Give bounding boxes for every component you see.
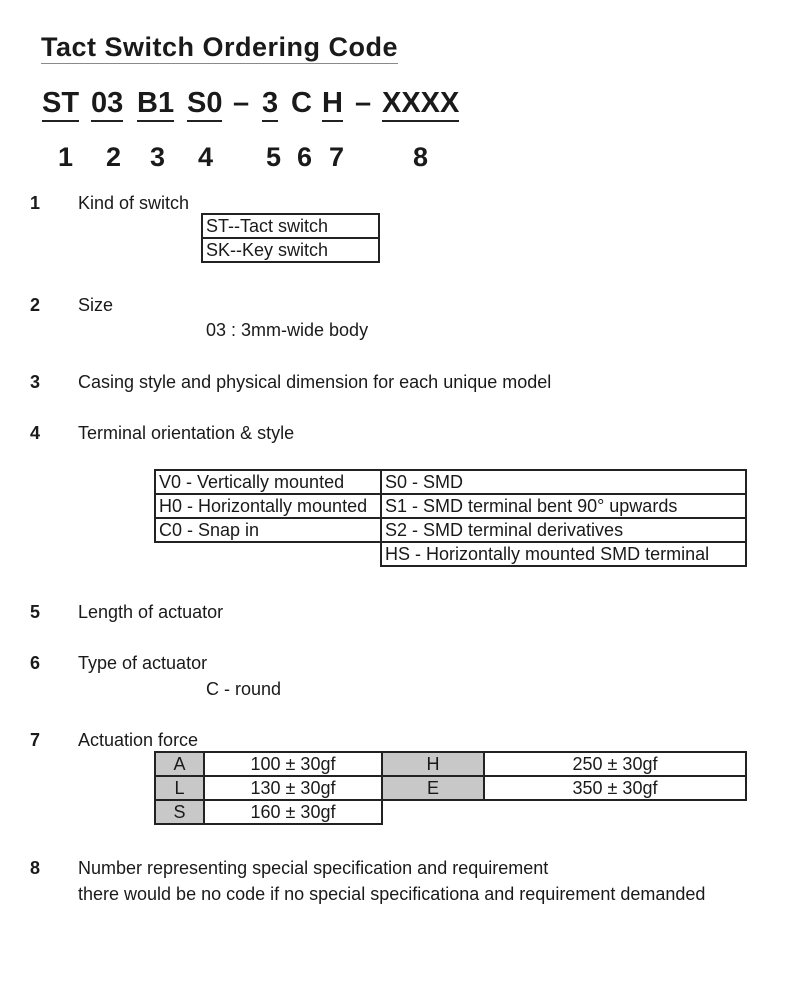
force-code-cell: L bbox=[155, 776, 204, 800]
force-code-cell: S bbox=[155, 800, 204, 824]
empty-cell bbox=[484, 800, 746, 824]
force-value-cell: 160 ± 30gf bbox=[204, 800, 382, 824]
section-number: 5 bbox=[30, 602, 41, 622]
position-index: 8 bbox=[413, 142, 429, 172]
code-separator: – bbox=[355, 87, 372, 119]
empty-cell bbox=[382, 800, 484, 824]
section-detail: C - round bbox=[206, 679, 282, 699]
force-value-cell: 100 ± 30gf bbox=[204, 752, 382, 776]
code-part-force: H bbox=[322, 86, 343, 122]
terminal-style-table bbox=[154, 469, 747, 567]
terminal-orientation-cell: H0 - Horizontally mounted bbox=[155, 494, 381, 518]
position-index: 7 bbox=[329, 142, 345, 172]
section-label: Terminal orientation & style bbox=[78, 423, 295, 443]
terminal-style-cell: S2 - SMD terminal derivatives bbox=[381, 518, 746, 542]
force-code-cell: A bbox=[155, 752, 204, 776]
section-number: 2 bbox=[30, 295, 41, 315]
position-index: 4 bbox=[198, 142, 214, 172]
position-index: 3 bbox=[150, 142, 166, 172]
section-number: 3 bbox=[30, 372, 41, 392]
position-index: 2 bbox=[106, 142, 122, 172]
switch-kind-option: SK--Key switch bbox=[202, 238, 379, 262]
section-label: Length of actuator bbox=[78, 602, 224, 622]
code-part-special: XXXX bbox=[382, 86, 459, 122]
code-separator: – bbox=[233, 87, 250, 119]
force-code-cell: E bbox=[382, 776, 484, 800]
section-label: Casing style and physical dimension for each unique model bbox=[78, 372, 552, 392]
code-part-size: 03 bbox=[91, 86, 123, 122]
section-detail: there would be no code if no special specificationa and requirement demanded bbox=[78, 884, 706, 904]
position-index: 1 bbox=[58, 142, 74, 172]
section-label: Number representing special specification and requirement bbox=[78, 858, 549, 878]
terminal-orientation-cell: C0 - Snap in bbox=[155, 518, 381, 542]
terminal-style-cell: S1 - SMD terminal bent 90° upwards bbox=[381, 494, 746, 518]
code-part-type: C bbox=[291, 87, 312, 119]
section-number: 6 bbox=[30, 653, 41, 673]
section-detail: 03 : 3mm-wide body bbox=[206, 320, 369, 340]
code-part-terminal: S0 bbox=[187, 86, 222, 122]
force-value-cell: 250 ± 30gf bbox=[484, 752, 746, 776]
switch-kind-table bbox=[201, 213, 380, 263]
section-number: 4 bbox=[30, 423, 41, 443]
page-title: Tact Switch Ordering Code bbox=[41, 32, 399, 62]
force-code-cell: H bbox=[382, 752, 484, 776]
section-number: 1 bbox=[30, 193, 41, 213]
terminal-style-cell: S0 - SMD bbox=[381, 470, 746, 494]
empty-cell bbox=[155, 542, 381, 566]
section-label: Actuation force bbox=[78, 730, 199, 750]
section-number: 7 bbox=[30, 730, 41, 750]
actuation-force-table bbox=[154, 751, 747, 825]
code-part-length: 3 bbox=[262, 86, 278, 122]
code-part-casing: B1 bbox=[137, 86, 174, 122]
section-label: Size bbox=[78, 295, 114, 315]
force-value-cell: 350 ± 30gf bbox=[484, 776, 746, 800]
code-part-kind: ST bbox=[42, 86, 79, 122]
section-label: Kind of switch bbox=[78, 193, 190, 213]
switch-kind-option: ST--Tact switch bbox=[202, 214, 379, 238]
terminal-orientation-cell: V0 - Vertically mounted bbox=[155, 470, 381, 494]
section-number: 8 bbox=[30, 858, 41, 878]
position-index: 5 bbox=[266, 142, 282, 172]
force-value-cell: 130 ± 30gf bbox=[204, 776, 382, 800]
terminal-style-cell: HS - Horizontally mounted SMD terminal bbox=[381, 542, 746, 566]
position-index: 6 bbox=[297, 142, 313, 172]
section-label: Type of actuator bbox=[78, 653, 208, 673]
